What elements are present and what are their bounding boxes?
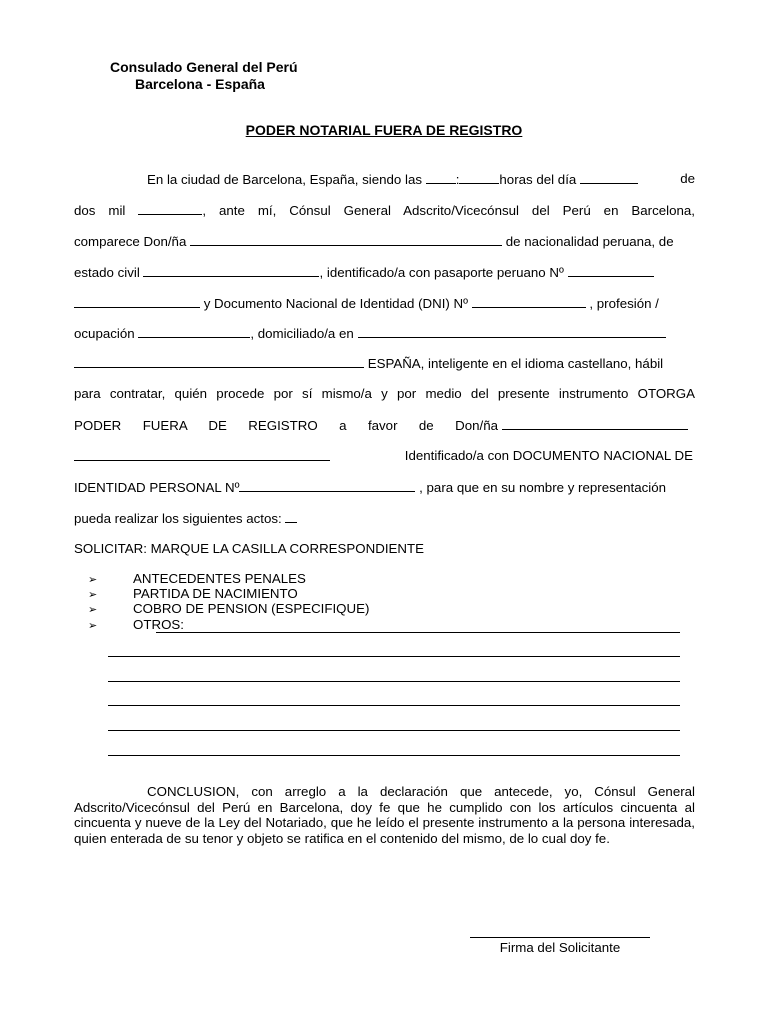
body-line-2: dos mil , ante mí, Cónsul General Adscrito/Vicecónsul del Perú en Barcelona, [74,203,695,218]
day-blank[interactable] [580,171,638,184]
option-others[interactable]: ➢ OTROS: [88,617,184,632]
consulate-city: Barcelona - España [135,76,265,92]
arrow-bullet-icon: ➢ [88,604,98,616]
option-birth-certificate[interactable]: ➢ PARTIDA DE NACIMIENTO [88,586,298,601]
option-pension-collection[interactable]: ➢ COBRO DE PENSION (ESPECIFIQUE) [88,601,370,616]
arrow-bullet-icon: ➢ [88,589,98,601]
address-blank-cont[interactable] [74,355,364,368]
body-line-8: para contratar, quién procede por sí mismo/a y por medio del presente instrumento OTORGA [74,386,695,401]
conclusion-paragraph: CONCLUSION, con arreglo a la declaración que antecede, yo, Cónsul General Adscrito/Vicecónsul del Perú en Barcelona, doy fe que he cumplido con los artículos cincuenta al cincuenta y nueve de la Ley del Notariado, que he leído el presente instrumento a la persona interesada, quien enterada de su tenor y objeto se ratifica en el contenido del mismo, de lo cual doy fe. [74,784,695,846]
body-line-4: estado civil , identificado/a con pasaporte peruano Nº [74,264,695,281]
body-line-11: IDENTIDAD PERSONAL Nº , para que en su nombre y representación [74,480,667,495]
civil-status-blank[interactable] [143,264,319,277]
write-line[interactable] [108,656,680,657]
document-title: PODER NOTARIAL FUERA DE REGISTRO [245,122,523,138]
body-line-5: y Documento Nacional de Identidad (DNI) Nº , profesión / [74,295,695,312]
body-line-1: En la ciudad de Barcelona, España, siendo las : horas del día de [147,171,695,187]
write-line[interactable] [108,755,680,756]
dni-blank[interactable] [472,295,586,308]
write-line[interactable] [108,705,680,706]
minute-blank[interactable] [459,171,499,184]
passport-blank-cont[interactable] [74,295,200,308]
body-line-6: ocupación , domiciliado/a en [74,325,695,342]
body-line-12: pueda realizar los siguientes actos: [74,510,695,527]
attorney-name-blank-cont[interactable] [74,448,330,461]
attorney-dni-blank[interactable] [239,479,415,492]
body-line-9: PODER FUERA DE REGISTRO a favor de Don/ña [74,417,695,434]
body-line-10: Identificado/a con DOCUMENTO NACIONAL DE [74,448,695,465]
attorney-name-blank[interactable] [502,417,688,430]
acts-blank[interactable] [285,510,297,523]
signature-label: Firma del Solicitante [499,940,621,955]
others-write-line[interactable] [156,632,680,633]
passport-blank[interactable] [568,264,654,277]
write-line[interactable] [108,681,680,682]
option-criminal-records[interactable]: ➢ ANTECEDENTES PENALES [88,571,306,586]
occupation-blank[interactable] [138,325,250,338]
year-blank[interactable] [138,202,202,215]
name-blank[interactable] [190,233,502,246]
write-line[interactable] [108,730,680,731]
arrow-bullet-icon: ➢ [88,620,98,632]
body-line-7: ESPAÑA, inteligente en el idioma castellano, hábil [74,355,695,372]
signature-line[interactable] [470,937,650,938]
arrow-bullet-icon: ➢ [88,574,98,586]
hour-blank[interactable] [426,171,456,184]
consulate-name: Consulado General del Perú [110,59,298,75]
body-line-3: comparece Don/ña de nacionalidad peruana, de [74,234,674,249]
address-blank[interactable] [358,325,666,338]
request-instruction: SOLICITAR: MARQUE LA CASILLA CORRESPONDIENTE [74,541,424,556]
